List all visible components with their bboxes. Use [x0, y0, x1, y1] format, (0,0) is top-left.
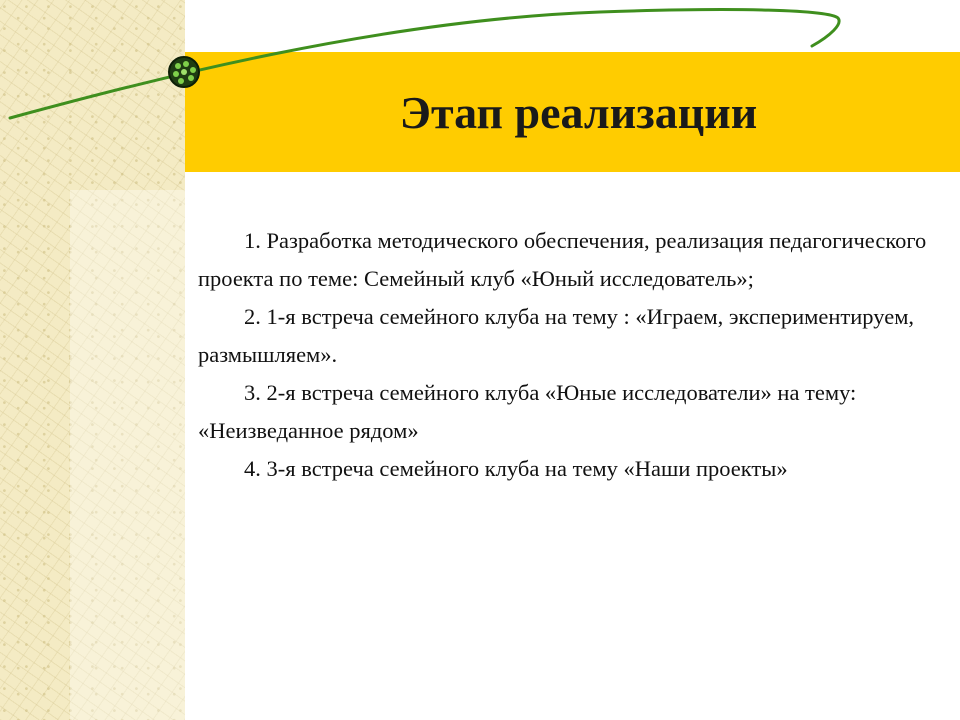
page-title: Этап реализации	[399, 86, 758, 138]
content-list	[198, 222, 938, 488]
list-item: 3. 2-я встреча семейного клуба «Юные исследователи» на тему: «Неизведанное рядом»	[198, 380, 857, 443]
list-item: 2. 1-я встреча семейного клуба на тему : «Играем, экспериментируем, размышляем».	[198, 304, 915, 367]
list-item: 4. 3-я встреча семейного клуба на тему «Наши проекты»	[244, 456, 788, 481]
left-strip-light-panel	[70, 190, 185, 720]
green-dotted-ball-icon	[169, 57, 199, 87]
swoosh-decoration	[0, 0, 960, 200]
list-item: 1. Разработка методического обеспечения, реализация педагогического проекта по теме: Семейный клуб «Юный исследователь»;	[198, 228, 927, 291]
swoosh-line	[10, 10, 839, 118]
